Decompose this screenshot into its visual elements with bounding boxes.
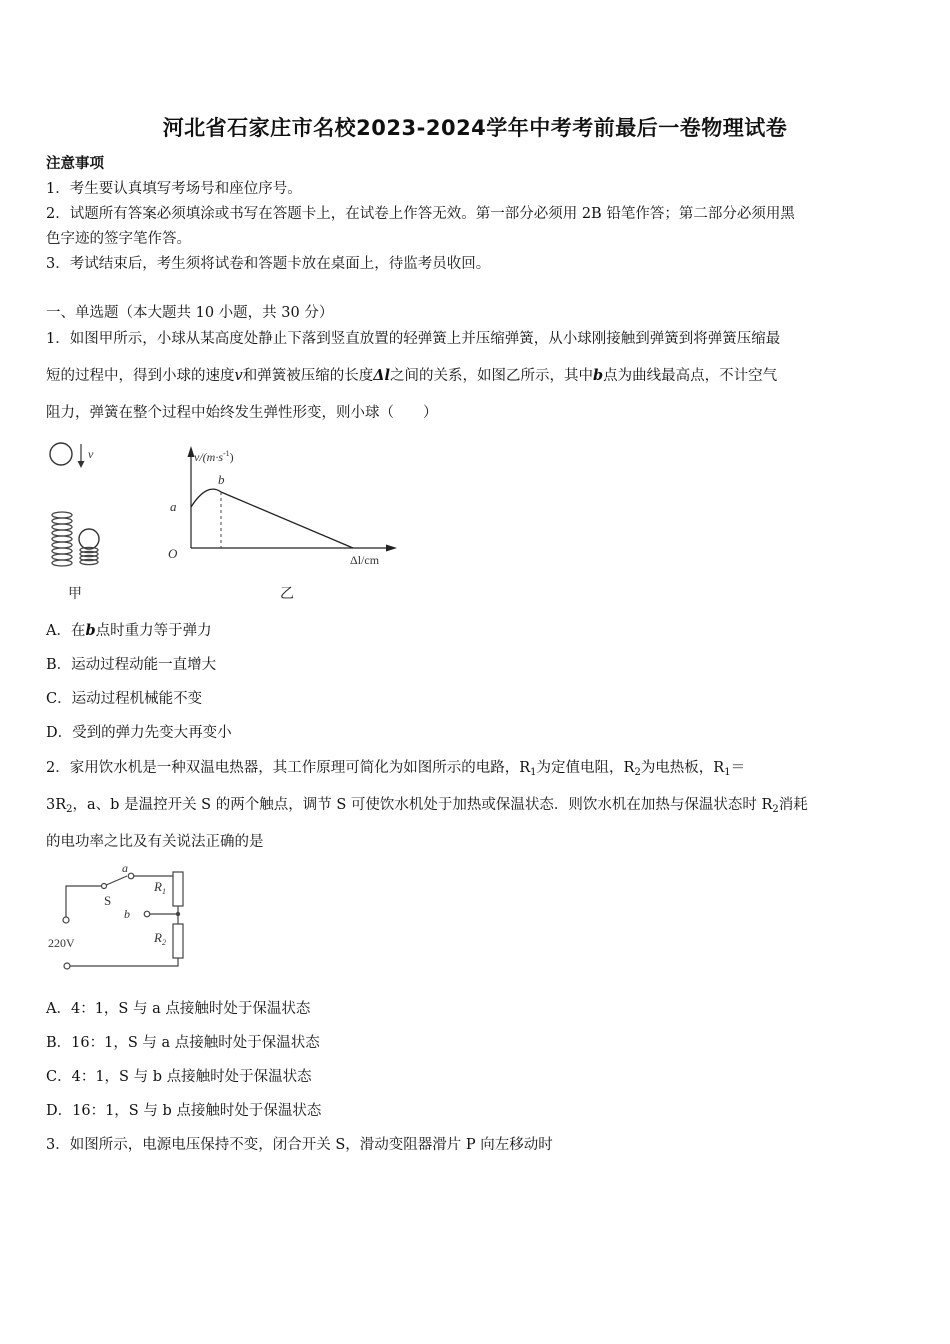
q1-text: 和弹簧被压缩的长度: [242, 368, 374, 384]
label-yi: 乙: [280, 587, 294, 602]
q1-text: 短的过程中，得到小球的速度: [46, 368, 235, 384]
notice-item-2: 2．试题所有答案必须填涂或书写在答题卡上，在试卷上作答无效。第一部分必须用 2B 铅笔作答；第二部分必须用黑: [46, 206, 795, 222]
notice-item-3: 3．考试结束后，考生须将试卷和答题卡放在桌面上，待监考员收回。: [46, 256, 491, 272]
page-title: 河北省石家庄市名校2023-2024学年中考考前最后一卷物理试卷: [162, 116, 788, 140]
contact-a: [128, 873, 134, 879]
x-axis-label: Δl/cm: [350, 553, 380, 567]
q2-option-b: B．16：1，S 与 a 点接触时处于保温状态: [46, 1035, 320, 1051]
section-heading: 一、单选题（本大题共 10 小题，共 30 分）: [46, 305, 334, 321]
q1-text: 点为曲线最高点，不计空气: [603, 368, 778, 384]
notice-item-2-cont: 色字迹的签字笔作答。: [46, 231, 191, 247]
notice-item-1: 1．考生要认真填写考场号和座位序号。: [46, 181, 302, 197]
q2-line-3: 的电功率之比及有关说法正确的是: [46, 834, 264, 850]
q1-var-dl: Δl: [373, 367, 390, 384]
velocity-arrowhead: [78, 461, 85, 468]
q1-figure-yi: [160, 440, 410, 610]
q1-var-b: b: [592, 367, 604, 384]
wire-top-left: [66, 886, 104, 918]
v-arrow-label: v: [88, 447, 94, 461]
q2-option-c: C．4：1，S 与 b 点接触时处于保温状态: [46, 1069, 312, 1085]
label-s: S: [104, 893, 112, 908]
q1-option-c: C．运动过程机械能不变: [46, 691, 203, 707]
q1-option-b: B．运动过程动能一直增大: [46, 657, 217, 673]
q2-option-a: A．4：1，S 与 a 点接触时处于保温状态: [46, 1001, 311, 1017]
junction-dot: [176, 912, 180, 916]
q1-line-1: 1．如图甲所示，小球从某高度处静止下落到竖直放置的轻弹簧上并压缩弹簧，从小球刚接触到弹簧到将弹簧压缩最: [46, 331, 781, 347]
label-r2: $R_2$: [154, 930, 166, 947]
q1-option-d: D．受到的弹力先变大再变小: [46, 725, 232, 741]
velocity-curve: [191, 489, 353, 548]
y-axis-label: $v/(m\cdot s^{-1})$: [194, 449, 234, 464]
label-r1: $R_1$: [154, 879, 166, 896]
resistor-r2: [173, 924, 183, 958]
terminal-top: [63, 917, 69, 923]
point-b-label: b: [218, 472, 225, 487]
q1-figure-jia: [44, 436, 124, 616]
q1-text: 之间的关系，如图乙所示，其中: [389, 368, 593, 384]
q2-line-2: $3R_2$，a、b 是温控开关 S 的两个触点，调节 S 可使饮水机处于加热或保温状态．则饮水机在加热与保温状态时 $R_2$消耗: [46, 797, 808, 815]
ball-icon: [50, 443, 72, 465]
contact-b: [144, 911, 150, 917]
terminal-bottom: [64, 963, 70, 969]
q1-line-3: 阻力，弹簧在整个过程中始终发生弹性形变，则小球（ ）: [46, 405, 438, 421]
q3-line-1: 3．如图所示，电源电压保持不变，闭合开关 S，滑动变阻器滑片 P 向左移动时: [46, 1137, 553, 1153]
q2-option-d: D．16：1，S 与 b 点接触时处于保温状态: [46, 1103, 322, 1119]
x-axis-arrow: [386, 545, 397, 552]
label-jia: 甲: [68, 587, 82, 602]
q1-var-v: v: [234, 368, 243, 384]
notice-heading: 注意事项: [46, 155, 104, 172]
spring-left: [52, 512, 72, 566]
origin-label: O: [168, 546, 178, 561]
spring-right: [80, 547, 98, 564]
q1-option-a: A．在b点时重力等于弹力: [46, 622, 212, 639]
ball-on-spring-icon: [79, 529, 99, 549]
label-a: a: [122, 861, 128, 875]
wire-a: [134, 874, 178, 876]
wire-bottom: [70, 958, 178, 966]
label-b: b: [124, 907, 130, 921]
resistor-r1: [173, 872, 183, 906]
label-220v: 220V: [48, 936, 75, 950]
q2-line-1: 2．家用饮水机是一种双温电热器，其工作原理可简化为如图所示的电路，$R_1$为定值电阻，$R_2$为电热板，$R_1=$: [46, 760, 746, 778]
switch-blade: [104, 876, 127, 886]
q1-line-2: [46, 364, 777, 385]
point-a-label: a: [170, 499, 177, 514]
q2-circuit-figure: [44, 858, 204, 976]
